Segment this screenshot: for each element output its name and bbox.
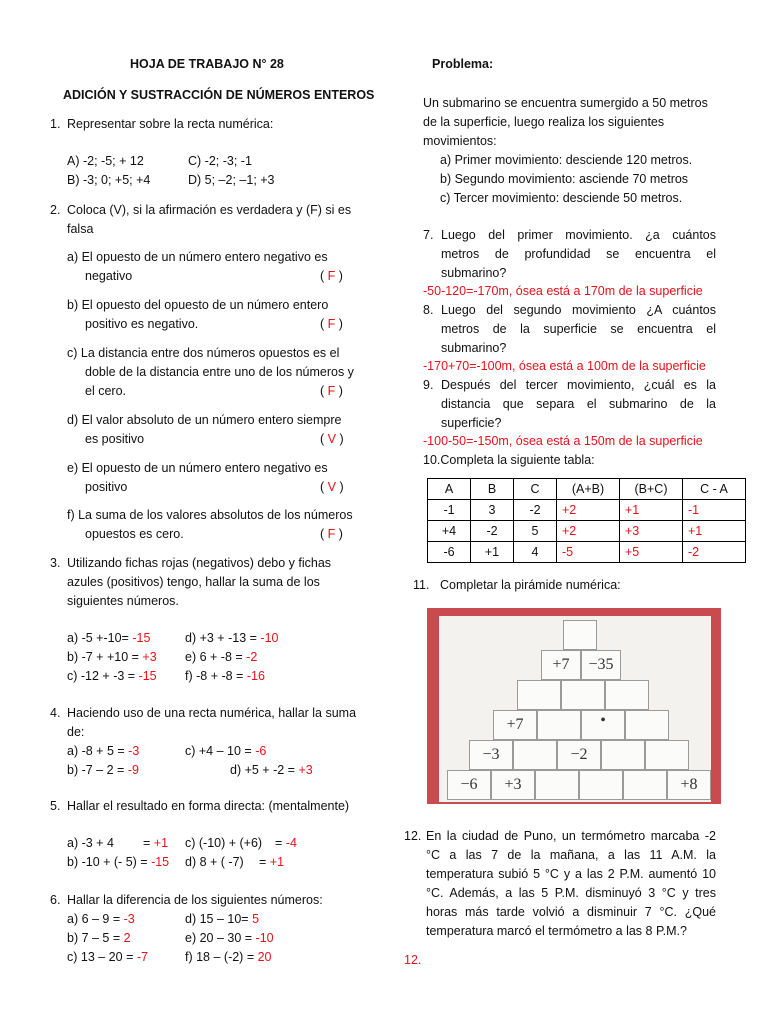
q6-c: c) 13 – 20 = -7: [67, 950, 148, 964]
q6-a: a) 6 – 9 = -3: [67, 912, 135, 926]
q12-line5: horas más tarde volvió a disminuir 7 °C. ¿Qué: [426, 905, 716, 919]
problem-move-a: a) Primer movimiento: desciende 120 metros.: [440, 153, 693, 167]
q12-line3: temperatura subió 5 °C y a las 2 P.M. aumentó 10: [426, 867, 716, 881]
q5-d-result: = +1: [259, 855, 285, 869]
table-cell: +4: [428, 521, 471, 542]
page-subtitle: ADICIÓN Y SUSTRACCIÓN DE NÚMEROS ENTEROS: [63, 88, 375, 102]
table-answer-cell: +3: [620, 521, 683, 542]
pyramid-cell: [623, 770, 667, 800]
pyramid-cell: [563, 620, 597, 650]
q1-c: C) -2; -3; -1: [188, 154, 252, 168]
q2c-answer: ( F ): [320, 384, 343, 398]
pyramid-cell: [625, 710, 669, 740]
q2-text-line1: Coloca (V), si la afirmación es verdadera y (F) si es: [67, 203, 352, 217]
q2e-line1: e) El opuesto de un número entero negativo es: [67, 461, 328, 475]
q5-c: c) (-10) + (+6): [185, 836, 263, 850]
q6-number: 6.: [50, 893, 61, 907]
q6-f: f) 18 – (-2) = 20: [185, 950, 272, 964]
q7-answer: -50-120=-170m, ósea está a 170m de la superficie: [423, 284, 703, 298]
problem-line3: movimientos:: [423, 134, 497, 148]
q1-a: A) -2; -5; + 12: [67, 154, 144, 168]
q9-number: 9.: [423, 378, 434, 392]
q2-text-line2: falsa: [67, 222, 94, 236]
q4-line1: Haciendo uso de una recta numérica, hallar la suma: [67, 706, 357, 720]
q6-b: b) 7 – 5 = 2: [67, 931, 131, 945]
q5-d: d) 8 + ( -7): [185, 855, 244, 869]
problem-move-c: c) Tercer movimiento: desciende 50 metros.: [440, 191, 683, 205]
q11-number: 11.: [413, 578, 430, 592]
q4-c: c) +4 – 10 = -6: [185, 744, 267, 758]
q3-line1: Utilizando fichas rojas (negativos) debo y fichas: [67, 556, 332, 570]
table-row: [428, 542, 746, 563]
table-header-cell: (B+C): [620, 479, 683, 500]
q2f-line1: f) La suma de los valores absolutos de los números: [67, 508, 353, 522]
q2b-answer: ( F ): [320, 317, 343, 331]
q12-line6: temperatura marcó el termómetro a las 8 P.M.?: [426, 924, 687, 938]
q3-number: 3.: [50, 556, 61, 570]
table-header-cell: A: [428, 479, 471, 500]
q4-number: 4.: [50, 706, 61, 720]
q12-line1: En la ciudad de Puno, un termómetro marcaba -2: [426, 829, 716, 843]
q9-answer: -100-50=-150m, ósea está a 150m de la superficie: [423, 434, 703, 448]
q3-line3: siguientes números.: [67, 594, 179, 608]
q11-text: Completar la pirámide numérica:: [440, 578, 621, 592]
table-row: [428, 521, 746, 542]
q2d-answer: ( V ): [320, 432, 344, 446]
q2e-answer: ( V ): [320, 480, 344, 494]
q2e-line2: positivo: [85, 480, 128, 494]
q6-text: Hallar la diferencia de los siguientes números:: [67, 893, 323, 907]
q2b-line2: positivo es negativo.: [85, 317, 199, 331]
pyramid-cell: +7: [493, 710, 537, 740]
q2c-line3: el cero.: [85, 384, 126, 398]
q4-a: a) -8 + 5 = -3: [67, 744, 140, 758]
q5-c-result: = -4: [275, 836, 297, 850]
q1-text: Representar sobre la recta numérica:: [67, 117, 274, 131]
q2f-answer: ( F ): [320, 527, 343, 541]
pyramid-cell: •: [581, 710, 625, 740]
pyramid-cell: [645, 740, 689, 770]
q2b-line1: b) El opuesto del opuesto de un número entero: [67, 298, 329, 312]
problem-move-b: b) Segundo movimiento: asciende 70 metros: [440, 172, 689, 186]
table-cell: -6: [428, 542, 471, 563]
q12-answer-label: 12.: [404, 953, 422, 967]
q4-line2: de:: [67, 725, 85, 739]
page-title: HOJA DE TRABAJO N° 28: [130, 57, 284, 71]
sum-table: [427, 478, 746, 563]
q2a-line1: a) El opuesto de un número entero negativo es: [67, 250, 328, 264]
q3-c: c) -12 + -3 = -15: [67, 669, 157, 683]
q5-number: 5.: [50, 799, 61, 813]
table-header-cell: B: [471, 479, 514, 500]
pyramid-cell: −3: [469, 740, 513, 770]
q3-b: b) -7 + +10 = +3: [67, 650, 157, 664]
q5-text: Hallar el resultado en forma directa: (mentalmente): [67, 799, 350, 813]
table-header-cell: C - A: [683, 479, 746, 500]
q12-line4: °C. Además, a las 5 P.M. disminuyó 3 °C y tres: [426, 886, 716, 900]
q2d-line1: d) El valor absoluto de un número entero siempre: [67, 413, 342, 427]
q12-line2: °C a las 7 de la mañana, a las 11 A.M. la: [426, 848, 716, 862]
pyramid-cell: +8: [667, 770, 711, 800]
q4-b: b) -7 – 2 = -9: [67, 763, 139, 777]
q1-number: 1.: [50, 117, 61, 131]
q2c-line2: doble de la distancia entre uno de los números y: [85, 365, 354, 379]
table-cell: -2: [471, 521, 514, 542]
table-header-cell: (A+B): [557, 479, 620, 500]
q2a-answer: ( F ): [320, 269, 343, 283]
pyramid-cell: −35: [581, 650, 621, 680]
q3-a: a) -5 +-10= -15: [67, 631, 151, 645]
pyramid-cell: [601, 740, 645, 770]
table-answer-cell: +2: [557, 521, 620, 542]
pyramid-cell: [579, 770, 623, 800]
pyramid-cell: +7: [541, 650, 581, 680]
q10-text: 10.Completa la siguiente tabla:: [423, 453, 595, 467]
q8-line3: submarino?: [441, 341, 507, 355]
table-cell: -2: [514, 500, 557, 521]
q1-b: B) -3; 0; +5; +4: [67, 173, 151, 187]
q9-line1: Después del tercer movimiento, ¿cuál es la: [441, 378, 716, 392]
q8-line1: Luego del segundo movimiento ¿A cuántos: [441, 303, 716, 317]
q7-line2: metros de profundidad se encuentra el: [441, 247, 716, 261]
q2-number: 2.: [50, 203, 61, 217]
pyramid-cell: [605, 680, 649, 710]
q3-d: d) +3 + -13 = -10: [185, 631, 279, 645]
table-answer-cell: +2: [557, 500, 620, 521]
table-answer-cell: -2: [683, 542, 746, 563]
table-answer-cell: +1: [683, 521, 746, 542]
q5-a: a) -3 + 4: [67, 836, 114, 850]
table-cell: 4: [514, 542, 557, 563]
q3-f: f) -8 + -8 = -16: [185, 669, 265, 683]
q12-number: 12.: [404, 829, 422, 843]
q2f-line2: opuestos es cero.: [85, 527, 184, 541]
table-header-cell: C: [514, 479, 557, 500]
pyramid-cell: −6: [447, 770, 491, 800]
problem-line1: Un submarino se encuentra sumergido a 50 metros: [423, 96, 708, 110]
table-row: [428, 500, 746, 521]
q2d-line2: es positivo: [85, 432, 145, 446]
q2a-line2: negativo: [85, 269, 133, 283]
pyramid-cell: [537, 710, 581, 740]
q1-d: D) 5; –2; –1; +3: [188, 173, 275, 187]
table-answer-cell: +5: [620, 542, 683, 563]
q7-number: 7.: [423, 228, 434, 242]
pyramid-cell: [517, 680, 561, 710]
table-cell: +1: [471, 542, 514, 563]
table-cell: 3: [471, 500, 514, 521]
pyramid-cell: −2: [557, 740, 601, 770]
problem-line2: de la superficie, luego realiza los siguientes: [423, 115, 665, 129]
q6-d: d) 15 – 10= 5: [185, 912, 260, 926]
pyramid-cell: [513, 740, 557, 770]
pyramid-photo: [427, 608, 721, 804]
q2c-line1: c) La distancia entre dos números opuestos es el: [67, 346, 340, 360]
table-cell: 5: [514, 521, 557, 542]
pyramid-cell: [561, 680, 605, 710]
q4-d: d) +5 + -2 = +3: [230, 763, 313, 777]
table-answer-cell: -1: [683, 500, 746, 521]
q8-number: 8.: [423, 303, 434, 317]
q8-line2: metros de la superficie se encuentra el: [441, 322, 716, 336]
q5-a-result: = +1: [143, 836, 169, 850]
table-cell: -1: [428, 500, 471, 521]
pyramid-cell: [535, 770, 579, 800]
table-answer-cell: +1: [620, 500, 683, 521]
q8-answer: -170+70=-100m, ósea está a 100m de la superficie: [423, 359, 706, 373]
table-answer-cell: -5: [557, 542, 620, 563]
q7-line3: submarino?: [441, 266, 507, 280]
pyramid-cell: +3: [491, 770, 535, 800]
q6-e: e) 20 – 30 = -10: [185, 931, 274, 945]
q3-line2: azules (positivos) tengo, hallar la suma de los: [67, 575, 320, 589]
q5-b: b) -10 + (- 5) = -15: [67, 855, 170, 869]
q9-line3: superficie?: [441, 416, 502, 430]
q3-e: e) 6 + -8 = -2: [185, 650, 258, 664]
problem-title: Problema:: [432, 57, 494, 71]
q9-line2: distancia que separa el submarino de la: [441, 397, 716, 411]
table-header-row: [428, 479, 746, 500]
q7-line1: Luego del primer movimiento. ¿a cuántos: [441, 228, 716, 242]
